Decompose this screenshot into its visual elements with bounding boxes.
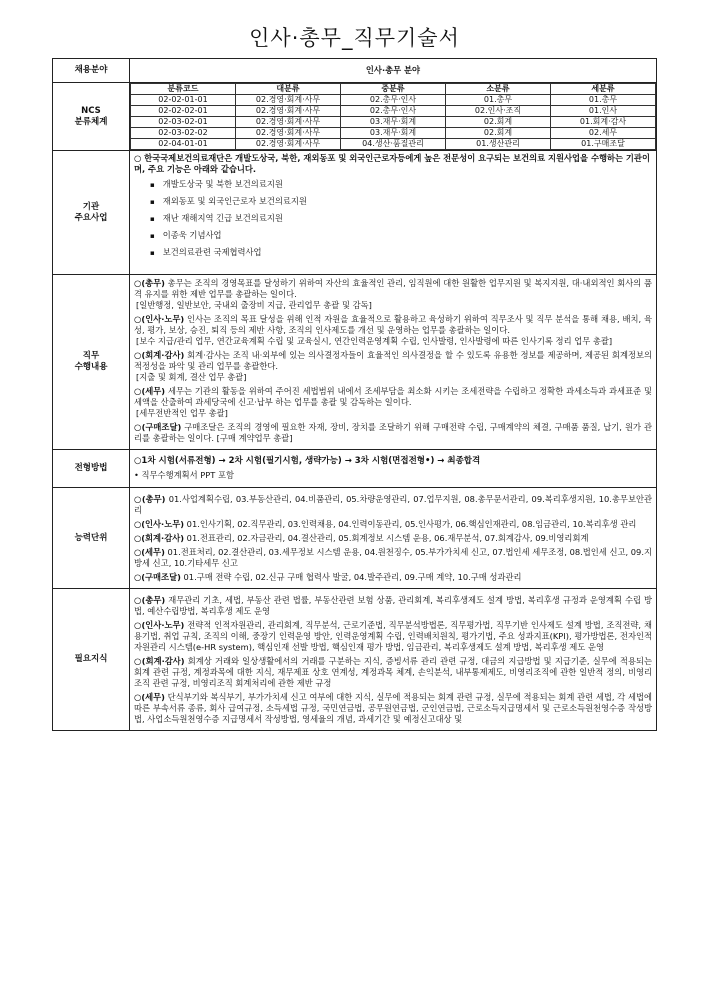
duties-block-sub: [보수 지급/관리 업무, 연간교육계획 수립 및 교육실시, 연간인력운영계획 수립, 인사발령, 인사발령에 따른 인사기록 정리 업무 총괄] xyxy=(136,336,613,346)
ncs-row xyxy=(131,95,656,106)
duties-block-head: ○(세무) xyxy=(134,386,166,396)
ncs-row xyxy=(131,128,656,139)
ncs-cell-value: 02.회계 xyxy=(446,117,551,128)
units-block-text: 01.전표관리, 02.자금관리, 04.결산관리, 05.회계정보 시스템 운용, 06.재무분석, 07.회계감사, 09.비영리회계 xyxy=(184,533,589,543)
ncs-cell-value: 02.경영·회계·사무 xyxy=(236,106,341,117)
units-block-text: 01.사업계획수립, 03.부동산관리, 04.비품관리, 05.차량운영관리, 07.업무지원, 08.총무문서관리, 09.복리후생지원, 10.총무보안관리 xyxy=(134,494,652,515)
knowledge-block xyxy=(134,620,652,653)
units-block xyxy=(134,533,652,544)
duties-block-sub: [세무전반적인 업무 총괄] xyxy=(136,408,228,418)
ncs-cell-value: 02-03-02-02 xyxy=(131,128,236,139)
duties-block-text: 세무는 기관의 활동을 위하여 주어진 세법범위 내에서 조세부담을 최소화 시키는 조세전략을 수립하고 정확한 과세소득과 과세표준 및 세액을 산출하여 과세당국에 신고·납부 하는 업무를 총괄 및 감독하는 일이다. xyxy=(134,386,652,407)
ncs-header-cell: 소분류 xyxy=(446,84,551,95)
ncs-cell-value: 02.총무·인사 xyxy=(341,95,446,106)
ncs-cell-value: 01.인사 xyxy=(551,106,656,117)
units-block xyxy=(134,572,652,583)
ncs-cell-value: 03.재무·회계 xyxy=(341,128,446,139)
duties-block-head: ○(인사·노무) xyxy=(134,314,185,324)
org-cell xyxy=(130,151,657,275)
ncs-cell-value: 02.세무 xyxy=(551,128,656,139)
job-description-table xyxy=(52,58,657,731)
ncs-row xyxy=(131,106,656,117)
ncs-row xyxy=(131,139,656,150)
knowledge-block-text: 회계상 거래와 일상생활에서의 거래를 구분하는 지식, 증빙서류 관리 관련 규정, 대금의 지급방법 및 지급기준, 실무에 적용되는 회계 관련 규정, 계정과목에 대한 지식, 재무제표 상호 연계성, 계정과목 체계, 손익분석, 내부통제제도, 비영리조직에 관한 일반적 정의, 비영리조직 관련 규정, 비영리조직 회계처리에 관한 제반 규정 xyxy=(134,656,652,688)
org-item: ▪ 보건의료관련 국제협력사업 xyxy=(150,247,652,259)
units-block xyxy=(134,494,652,516)
ncs-label: NCS 분류체계 xyxy=(53,83,130,151)
duties-block-sub: [일반행정, 일반보안, 국내외 출장비 지급, 관리업무 총괄 및 감독] xyxy=(136,300,372,310)
knowledge-block-head: ○(인사·노무) xyxy=(134,620,185,630)
ncs-table xyxy=(130,83,656,150)
units-block-head: ○(인사·노무) xyxy=(134,519,185,529)
units-block-text: 01.전표처리, 02.결산관리, 03.세무정보 시스템 운용, 04.원천징수, 05.부가가치세 신고, 07.법인세 세무조정, 08.법인세 신고, 09.지방세 신고, 10.기타세무 신고 xyxy=(134,547,652,568)
ncs-cell-value: 02-04-01-01 xyxy=(131,139,236,150)
ncs-cell-value: 02.회계 xyxy=(446,128,551,139)
knowledge-block xyxy=(134,595,652,617)
units-cell xyxy=(130,488,657,589)
units-block xyxy=(134,519,652,530)
duties-block-text: 회계·감사는 조직 내·외부에 있는 의사결정자들이 효율적인 의사결정을 할 수 있도록 유용한 정보를 제공하며, 제공된 회계정보의 적정성을 파악 및 관리 업무를 총괄한다. xyxy=(134,350,652,371)
duties-block-head: ○(회계·감사) xyxy=(134,350,185,360)
units-label: 능력단위 xyxy=(53,488,130,589)
knowledge-block-head: ○(세무) xyxy=(134,692,165,702)
units-block xyxy=(134,547,652,569)
ncs-cell-value: 02-02-01-01 xyxy=(131,95,236,106)
ncs-cell-value: 01.총무 xyxy=(446,95,551,106)
ncs-header-cell: 대분류 xyxy=(236,84,341,95)
method-cell xyxy=(130,450,657,488)
knowledge-block-text: 전략적 인적자원관리, 관리회계, 직무분석, 근로기준법, 직무분석방법론, 직무평가법, 직무기반 인사제도 설계 방법, 조직전략, 채용기법, 취업 규칙, 조직의 이해, 중장기 인력운영 방안, 인력운영계획 수립, 인력배치원칙, 평가기법, 주요 성과지표(KPI), 평가방법론, 전자인적자원관리 시스템(e-HR system), 핵심인재 선발 방법, 핵심인재 평가 방법, 임금관리, 복리후생제도 설계 방법, 복리후생 제도 운영 xyxy=(134,620,652,652)
ncs-cell-value: 02-03-02-01 xyxy=(131,117,236,128)
org-intro: ○ 한국국제보건의료재단은 개발도상국, 북한, 재외동포 및 외국인근로자등에게 높은 전문성이 요구되는 보건의료 지원사업을 수행하는 기관이며, 주요 기능은 아래와 같습니다. xyxy=(134,153,650,174)
knowledge-label: 필요지식 xyxy=(53,589,130,731)
org-item: ▪ 재난 재해지역 긴급 보건의료지원 xyxy=(150,213,652,225)
knowledge-block-head: ○(회계·감사) xyxy=(134,656,185,666)
knowledge-block xyxy=(134,692,652,725)
ncs-cell-value: 02.경영·회계·사무 xyxy=(236,128,341,139)
duties-block xyxy=(134,422,652,444)
knowledge-block-text: 단식부기와 복식부기, 부가가치세 신고 여부에 대한 지식, 실무에 적용되는 회계 관련 규정, 실무에 적용되는 회계 관련 세법, 각 세법에 따른 부속서류 종류, 회사 급여규정, 소득세법 규정, 국민연금법, 공무원연금법, 군인연금법, 근로소득지급명세서 및 근로소득원천영수증 작성방법, 사업소득원천영수증 지급명세서 작성방법, 영세율의 개념, 과세기간 및 예정신고대상 및 xyxy=(134,692,652,724)
ncs-cell-value: 02.인사·조직 xyxy=(446,106,551,117)
ncs-header-cell: 분류코드 xyxy=(131,84,236,95)
ncs-row xyxy=(131,117,656,128)
method-label: 전형방법 xyxy=(53,450,130,488)
ncs-cell-value: 02.경영·회계·사무 xyxy=(236,139,341,150)
ncs-cell-value: 02.경영·회계·사무 xyxy=(236,95,341,106)
duties-block xyxy=(134,314,652,347)
ncs-cell-value: 01.구매조달 xyxy=(551,139,656,150)
duties-block xyxy=(134,278,652,311)
ncs-cell-value: 03.재무·회계 xyxy=(341,117,446,128)
duties-block xyxy=(134,386,652,419)
org-label: 기관 주요사업 xyxy=(53,151,130,275)
units-block-text: 01.인사기획, 02.직무관리, 03.인력채용, 04.인력이동관리, 05.인사평가, 06.핵심인재관리, 08.임금관리, 10.복리후생 관리 xyxy=(184,519,637,529)
duties-block-sub: [지출 및 회계, 결산 업무 총괄] xyxy=(136,372,247,382)
field-label: 채용분야 xyxy=(53,59,130,83)
ncs-cell-value: 04.생산·품질관리 xyxy=(341,139,446,150)
duties-block-text: 총무는 조직의 경영목표를 달성하기 위하여 자산의 효율적인 관리, 임직원에 대한 원활한 업무지원 및 복지지원, 대·내외적인 회사의 품격 유지를 위한 제반 업무를 총괄하는 일이다. xyxy=(134,278,652,299)
ncs-header-cell: 중분류 xyxy=(341,84,446,95)
units-block-text: 01.구매 전략 수립, 02.신규 구매 협력사 발굴, 04.발주관리, 09.구매 계약, 10.구매 성과관리 xyxy=(180,572,522,582)
units-block-head: ○(세무) xyxy=(134,547,165,557)
knowledge-block-head: ○(총무) xyxy=(134,595,166,605)
document-title: 인사·총무_직무기술서 xyxy=(249,26,460,50)
units-block-head: ○(회계·감사) xyxy=(134,533,185,543)
ncs-cell-value: 01.회계·감사 xyxy=(551,117,656,128)
duties-block-text: 구매조달은 조직의 경영에 필요한 자재, 장비, 장치를 조달하기 위해 구매전략 수립, 구매계약의 체결, 구매품 품질, 납기, 원가 관리를 총괄하는 일이다. [구매 계약업무 총괄] xyxy=(134,422,652,443)
duties-block-text: 인사는 조직의 목표 달성을 위해 인적 자원을 효율적으로 활용하고 육성하기 위하여 직무조사 및 직무 분석을 통해 채용, 배치, 육성, 평가, 보상, 승진, 퇴직 등의 제반 사항, 조직의 인사제도를 개선 및 운영하는 업무를 총괄하는 일이다. xyxy=(134,314,652,335)
field-value: 인사·총무 분야 xyxy=(130,59,657,83)
duties-block-head: ○(구매조달) xyxy=(134,422,182,432)
org-item: ▪ 이종욱 기념사업 xyxy=(150,230,652,242)
duties-block xyxy=(134,350,652,383)
ncs-header-cell: 세분류 xyxy=(551,84,656,95)
ncs-cell-value: 02.총무·인사 xyxy=(341,106,446,117)
org-item: ▪ 개발도상국 및 북한 보건의료지원 xyxy=(150,179,652,191)
org-item: ▪ 재외동포 및 외국인근로자 보건의료지원 xyxy=(150,196,652,208)
knowledge-block-text: 재무관리 기초, 세법, 부동산 관련 법률, 부동산관련 보험 상품, 관리회계, 복리후생제도 설계 방법, 복리후생 규정과 운영계획 수립 방법, 예산수립방법, 복리후생 제도 운영 xyxy=(134,595,652,616)
method-note: • 직무수행계획서 PPT 포함 xyxy=(134,470,235,480)
duties-block-head: ○(총무) xyxy=(134,278,165,288)
ncs-cell-value: 01.생산관리 xyxy=(446,139,551,150)
units-block-head: ○(총무) xyxy=(134,494,166,504)
knowledge-cell xyxy=(130,589,657,731)
org-item-list xyxy=(134,179,652,259)
method-main: ○1차 시험(서류전형) → 2차 시험(필기시험, 생략가능) → 3차 시험(면접전형•) → 최종합격 xyxy=(134,456,481,466)
duties-cell xyxy=(130,275,657,450)
ncs-cell xyxy=(130,83,657,151)
ncs-cell-value: 02.경영·회계·사무 xyxy=(236,117,341,128)
ncs-cell-value: 02-02-02-01 xyxy=(131,106,236,117)
knowledge-block xyxy=(134,656,652,689)
duties-label: 직무 수행내용 xyxy=(53,275,130,450)
ncs-cell-value: 01.총무 xyxy=(551,95,656,106)
units-block-head: ○(구매조달) xyxy=(134,572,181,582)
